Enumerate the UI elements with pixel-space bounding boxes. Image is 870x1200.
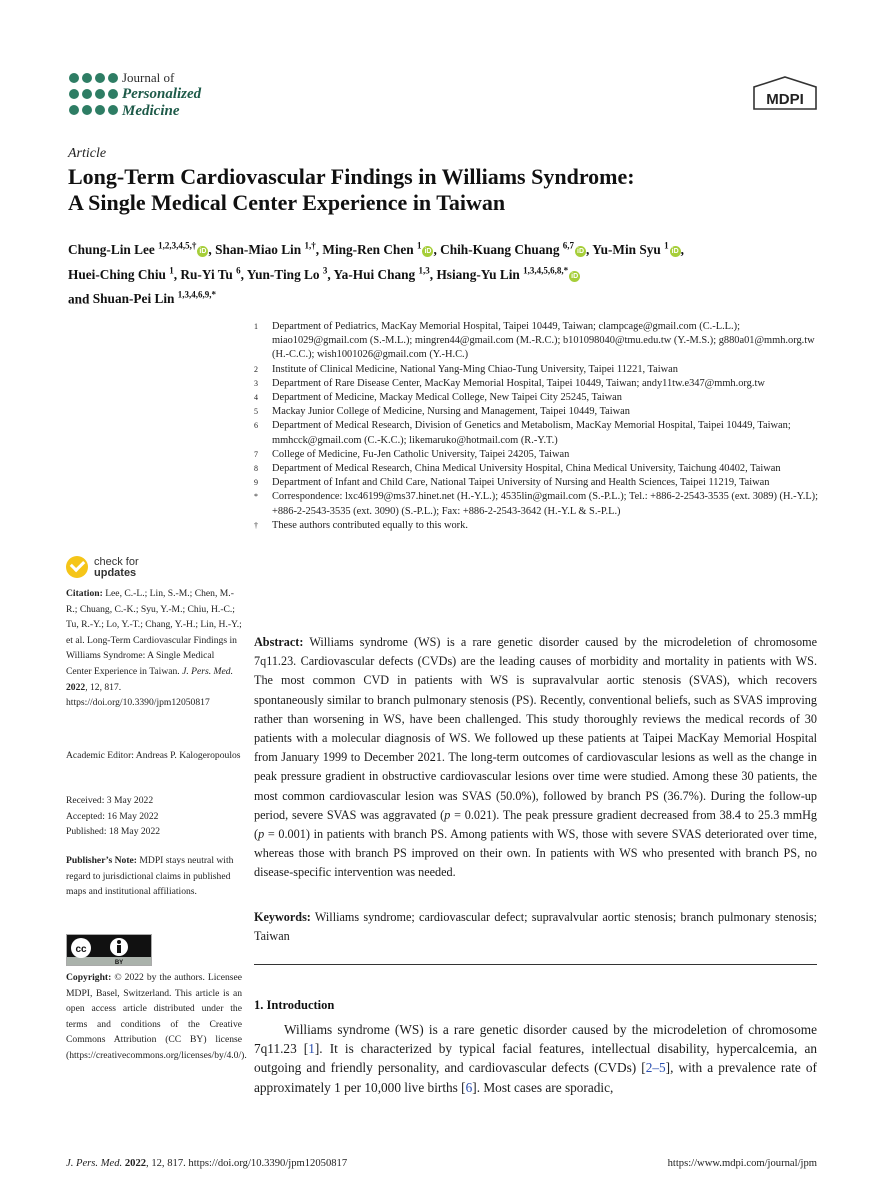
citation-vol: , 12, 817. https://doi.org/10.3390/jpm12050817	[66, 681, 210, 709]
keywords-text: Williams syndrome; cardiovascular defect; supravalvular aortic stenosis; branch pulmonary stenosis; Taiwan	[254, 910, 817, 944]
author-affiliation-sup: 1,2,3,4,5,†	[158, 241, 197, 251]
affiliation-text: Department of Pediatrics, MacKay Memorial Hospital, Taipei 10449, Taiwan; clampcage@gmail.com (C.-L.L.); miao1029@gmail.com (S.-M.L.); mingren44@gmail.com (M.-R.C.); b101098040@tmu.edu.tw (Y.-M.S.); g880a01@mmh.org.tw (H.-C.C.); wish1001026@gmail.com (Y.-H.C.)	[272, 321, 815, 361]
citation-link-1[interactable]: 1	[308, 1041, 315, 1057]
abstract-label: Abstract:	[254, 635, 304, 649]
check-line1: check for	[94, 556, 139, 568]
keywords	[254, 908, 817, 946]
check-for-updates-badge[interactable]	[66, 556, 186, 586]
affiliation-number: 2	[254, 364, 258, 374]
check-icon	[66, 556, 88, 578]
license-badge-text: BY	[114, 960, 124, 966]
affiliation-number: 5	[254, 407, 258, 417]
author-name: Shuan-Pei Lin	[92, 291, 175, 307]
affiliations	[254, 320, 819, 533]
affiliation-item	[254, 405, 819, 419]
author-affiliation-sup: 1	[169, 265, 174, 276]
author-affiliation-sup: 3	[322, 265, 328, 276]
affiliation-text: Department of Medicine, Mackay Medical College, New Taipei City 25245, Taiwan	[272, 392, 622, 404]
author: Yu-Min Syu $^1$iD ,	[592, 241, 684, 258]
author-name: Ya-Hui Chang	[333, 266, 416, 282]
journal-logo-icon	[68, 72, 118, 116]
section-heading-introduction: 1. Introduction	[254, 998, 335, 1012]
intro-text-1: Williams syndrome (WS) is a rare genetic disorder caused by the microdeletion of chromosome 7q11.23 [	[254, 1022, 817, 1057]
affiliation-number: 7	[254, 449, 258, 459]
abstract	[254, 633, 817, 883]
intro-text-4: ]. Most cases are sporadic,	[472, 1079, 614, 1095]
author-name: Hsiang-Yu Lin	[436, 266, 520, 282]
author-affiliation-sup: 1,3,4,6,9,*	[177, 289, 217, 300]
author-affiliation-sup: 1	[664, 241, 669, 251]
author	[93, 291, 216, 306]
affiliation-item	[254, 462, 819, 476]
author-name: Ming-Ren Chen	[322, 242, 414, 258]
mdpi-logo-icon	[752, 76, 818, 110]
affiliation-text: Department of Medical Research, China Medical University Hospital, China Medical University, Taichung 40402, Taiwan	[272, 463, 781, 475]
keywords-label: Keywords:	[254, 910, 311, 924]
publishers-note-label: Publisher’s Note:	[66, 855, 137, 866]
abstract-text-1: Williams syndrome (WS) is a rare genetic disorder caused by the microdeletion of chromosome 7q11.23. Cardiovascular defects (CVDs) are the leading causes of morbidity and mortality in patients with WS. The most common CVD in patients with WS is supravalvular aortic stenosis (SVAS), which recovers spontaneously similar to branch pulmonary stenosis (PS). Recently, conventional beliefs, such as SVAS improving rather than worsening in WS, have been challenged. This study thoroughly reviews the medical records of 30 patients with a molecular diagnosis of WS. We followed up these patients at Taipei MacKay Memorial Hospital from January 1999 to December 2021. The long-term outcomes of cardiovascular lesions as well as the change in peak pressure gradient in obstructive cardiovascular lesions over time were studied. Among these 30 patients, the most common cardiovascular lesion was SVAS (50.0%), followed by branch PS (36.7%). During the follow-up period, severe SVAS was aggravated (	[254, 635, 817, 822]
author-name: Chih-Kuang Chuang	[440, 242, 560, 258]
citation-text: Lee, C.-L.; Lin, S.-M.; Chen, M.-R.; Chuang, C.-K.; Syu, Y.-M.; Chiu, H.-C.; Tu, R.-Y.; Lo, Y.-T.; Chang, Y.-H.; Lin, H.-Y.; et al. Long-Term Cardiovascular Findings in Williams Syndrome: A Single Medical Center Experience in Taiwan.	[66, 588, 242, 677]
affiliation-number: 3	[254, 378, 258, 388]
affiliation-number: 8	[254, 464, 258, 474]
citation-year: 2022	[66, 681, 86, 693]
svg-text:cc: cc	[75, 944, 87, 955]
journal-name	[122, 70, 201, 120]
affiliation-number: *	[254, 492, 258, 502]
received-date: Received: 3 May 2022	[66, 795, 154, 806]
paper-title-line1: Long-Term Cardiovascular Findings in Williams Syndrome:	[68, 164, 635, 189]
affiliation-number: 4	[254, 393, 258, 403]
abstract-text-3: = 0.001) in patients with branch PS. Among patients with WS, those with severe SVAS deteriorated over time, whereas those with branch PS improved on their own. In patients with WS who presented with branch PS, no disease-specific intervention was needed.	[254, 827, 817, 880]
author: Chung-Lin Lee $^{1,2,3,4,5,\dagger}$iD ,	[68, 241, 216, 258]
affiliation-item	[254, 476, 819, 490]
affiliation-number: 6	[254, 421, 258, 431]
author-list: Chung-Lin Lee $^{1,2,3,4,5,\dagger}$iD , Shan-Miao Lin $^{1,\dagger}$, Ming-Ren Chen $^1$iD , Chih-Kuang Chuang $^{6,7}$iD , Yu-Min Syu $^1$iD , Huei-Ching Chiu $^1$, Ru-Yi Tu $^6$, Yun-Ting Lo $^3$, Ya-Hui Chang $^{1,3}$, Hsiang-Yu Lin $^{1,3,4,5,6,8,*}$iD and Shuan-Pei Lin $^{1,3,4,6,9,*}$	[68, 241, 684, 307]
orcid-icon[interactable]: iD	[671, 248, 679, 256]
affiliation-text: Mackay Junior College of Medicine, Nursing and Management, Taipei 10449, Taiwan	[272, 406, 630, 418]
author: Ru-Yi Tu $^6$,	[180, 265, 247, 282]
orcid-icon[interactable]: iD	[571, 272, 579, 280]
check-line2: updates	[94, 567, 137, 579]
author-name: Ru-Yi Tu	[180, 266, 233, 282]
author: Chih-Kuang Chuang $^{6,7}$iD ,	[440, 241, 593, 258]
author-affiliation-sup: 6,7	[562, 241, 575, 251]
publisher-logo-text: MDPI	[766, 91, 804, 108]
affiliation-item	[254, 391, 819, 405]
author-affiliation-sup: 1,3,4,5,6,8,*	[523, 265, 569, 276]
author: Shan-Miao Lin $^{1,\dagger}$,	[215, 241, 323, 258]
journal-name-line1: Journal of	[122, 70, 175, 85]
dates	[66, 793, 242, 840]
affiliation-item	[254, 377, 819, 391]
author: Ya-Hui Chang $^{1,3}$,	[333, 265, 437, 282]
author-affiliation-sup: 1,†	[304, 241, 316, 251]
publishers-note-text: MDPI stays neutral with regard to jurisdictional claims in published maps and institutional affiliations.	[66, 855, 234, 898]
affiliation-item	[254, 448, 819, 462]
author: Yun-Ting Lo $^3$,	[246, 265, 334, 282]
affiliation-item	[254, 490, 819, 518]
affiliation-item	[254, 320, 819, 363]
citation-label: Citation:	[66, 588, 103, 599]
footer-year: 2022	[124, 1158, 147, 1169]
author-affiliation-sup: 1	[416, 241, 422, 251]
copyright-text: © 2022 by the authors. Licensee MDPI, Basel, Switzerland. This article is an open access article distributed under the terms and conditions of the Creative Commons Attribution (CC BY) license (https://creativecommons.org/licenses/by/4.0/).	[66, 972, 247, 1061]
published-date: Published: 18 May 2022	[66, 826, 161, 838]
affiliation-number: 9	[254, 478, 258, 488]
affiliation-text: Department of Infant and Child Care, National Taipei University of Nursing and Health Sciences, Taipei 11219, Taiwan	[272, 477, 770, 489]
section-divider	[254, 964, 817, 965]
affiliation-item	[254, 419, 819, 447]
orcid-icon[interactable]: iD	[424, 248, 432, 256]
journal-name-line3: Medicine	[122, 103, 180, 119]
author-name: Yu-Min Syu	[592, 242, 661, 258]
citation-link-3[interactable]: 6	[465, 1079, 473, 1095]
publishers-note	[66, 853, 242, 900]
author-affiliation-sup: 6	[236, 265, 241, 276]
author: Huei-Ching Chiu $^1$,	[68, 265, 181, 282]
affiliation-text: Institute of Clinical Medicine, National Yang-Ming Chiao-Tung University, Taipei 11221, Taiwan	[272, 363, 678, 375]
affiliation-number: †	[254, 520, 258, 530]
footer-citation	[66, 1158, 347, 1169]
academic-editor: Academic Editor: Andreas P. Kalogeropoulos	[66, 750, 241, 761]
affiliation-item	[254, 519, 819, 533]
abstract-p2: p	[258, 827, 265, 842]
journal-name-line2: Personalized	[122, 86, 202, 102]
author-affiliation-sup: 1,3	[418, 265, 430, 276]
abstract-text-2: = 0.021). The peak pressure gradient decreased from 38.4 to 25.3 mmHg (	[254, 807, 817, 842]
accepted-date: Accepted: 16 May 2022	[66, 810, 159, 822]
footer-journal-url[interactable]: https://www.mdpi.com/journal/jpm	[667, 1158, 817, 1169]
affiliation-number: 1	[254, 322, 258, 331]
copyright-label: Copyright:	[66, 972, 112, 983]
paper-title-line2: A Single Medical Center Experience in Taiwan	[68, 190, 506, 215]
paper-title	[68, 164, 808, 216]
citation-journal: J. Pers. Med.	[182, 665, 233, 677]
footer-journal: J. Pers. Med.	[66, 1158, 123, 1169]
article-type: Article	[68, 146, 107, 161]
footer-rest: , 12, 817. https://doi.org/10.3390/jpm12050817	[146, 1158, 348, 1169]
abstract-p1: p	[444, 807, 451, 822]
author-name: Chung-Lin Lee	[68, 242, 155, 258]
copyright-block	[66, 970, 247, 1064]
intro-text-2: ]. It is characterized by typical facial features, intellectual disability, hypercalcemia, an outgoing and friendly personality, and cardiovascular defects (CVDs) [	[254, 1041, 817, 1076]
introduction-paragraph	[254, 1020, 817, 1097]
affiliation-item	[254, 363, 819, 377]
affiliation-text: These authors contributed equally to this work.	[272, 519, 468, 531]
author-name: Huei-Ching Chiu	[68, 266, 166, 282]
affiliation-text: Correspondence: lxc46199@ms37.hinet.net (H.-Y.L.); 4535lin@gmail.com (S.-P.L.); Tel.: +886-2-2543-3535 (ext. 3089) (H.-Y.L); +886-2-2543-3535 (ext. 3090) (S.-P.L.); Fax: +886-2-2543-3642 (H.-Y.L & S.-P.L.)	[272, 491, 819, 517]
affiliation-text: Department of Rare Disease Center, MacKay Memorial Hospital, Taipei 10449, Taiwan; andy11tw.e347@mmh.org.tw	[272, 377, 765, 389]
cc-by-license-icon[interactable]	[66, 934, 152, 966]
affiliation-text: Department of Medical Research, Division of Genetics and Metabolism, MacKay Memorial Hospital, Taipei 10449, Taiwan; mmhcck@gmail.com (C.-K.C.); likemaruko@hotmail.com (R.-Y.T.)	[272, 420, 791, 446]
orcid-icon[interactable]: iD	[577, 248, 585, 256]
author-name: Yun-Ting Lo	[246, 266, 320, 282]
intro-text-3: ], with a prevalence rate of approximately 1 per 10,000 live births [	[254, 1060, 817, 1095]
affiliation-text: College of Medicine, Fu-Jen Catholic University, Taipei 24205, Taiwan	[272, 448, 570, 460]
citation-block	[66, 586, 242, 711]
author-name: Shan-Miao Lin	[215, 242, 302, 258]
author	[436, 267, 580, 282]
author: Ming-Ren Chen $^1$iD ,	[322, 241, 441, 258]
citation-link-2[interactable]: 2–5	[645, 1060, 666, 1076]
orcid-icon[interactable]: iD	[199, 248, 207, 256]
